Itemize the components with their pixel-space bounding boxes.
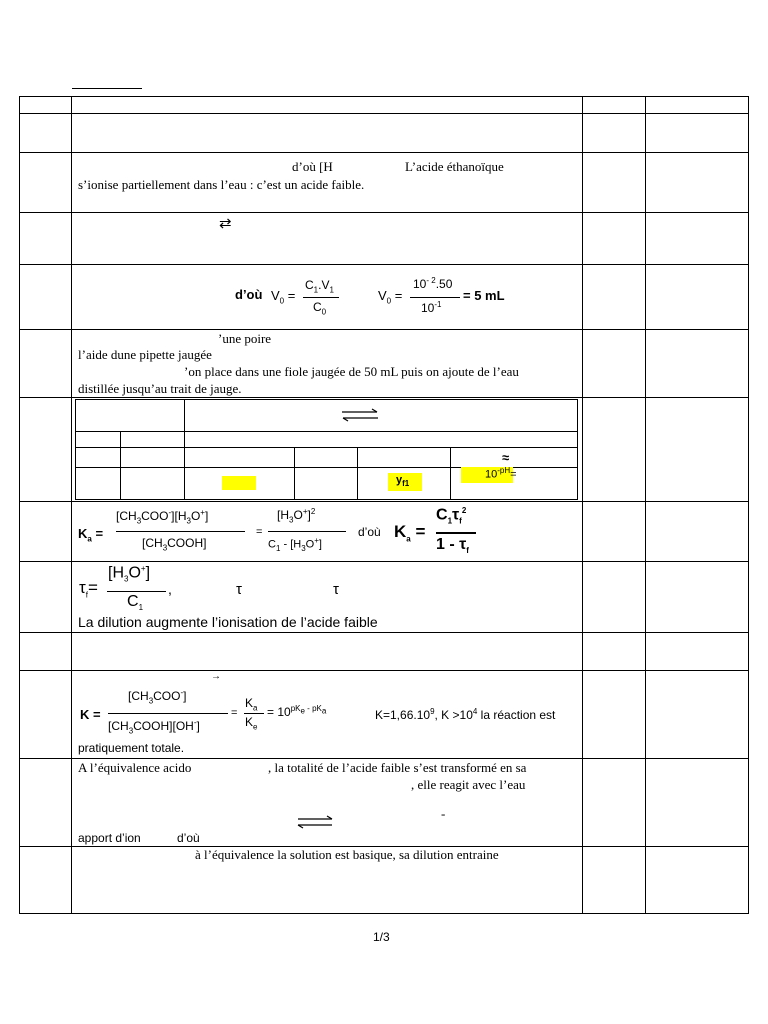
tau-comma: , [168, 581, 172, 597]
approx-icon: ≈ [502, 450, 510, 465]
equilibrium-arrow-icon: ⇄ [219, 215, 232, 232]
q4-den: $C_0$ [313, 300, 327, 317]
table-border-c1 [71, 96, 72, 914]
tau-den: $C_1$ [127, 593, 144, 613]
ka-fraction-bar2 [268, 531, 346, 532]
k-ka: $K_a$ [245, 696, 258, 713]
q2-line2: s’ionise partiellement dans l’eau : c’est un acide faible. [78, 177, 365, 192]
q4-num: $C_1.V_1$ [305, 278, 334, 295]
tau-symbol-2: τ [236, 581, 242, 598]
k-num: $[CH_3COO^-]$ [128, 688, 187, 706]
k-fraction-bar [108, 713, 228, 714]
ka-big-symbol: $K_a$ = [394, 522, 426, 544]
q11-line3-b: d’où [177, 831, 200, 845]
table-border-c3 [645, 96, 646, 914]
k-value: $K=1,66.10^9$, $K >10^4$ la réaction est [375, 707, 556, 722]
q4-result: = 5 mL [463, 288, 505, 303]
header-rule [72, 88, 142, 89]
tau-symbol-3: τ [333, 581, 339, 598]
row-line [19, 501, 749, 502]
row-line [19, 561, 749, 562]
pt-col [184, 399, 185, 500]
q4-den-b: $10^{-1}$ [421, 300, 442, 315]
ka-dou: d’où [358, 525, 381, 539]
q11-line3-a: apport d’ion [78, 831, 141, 845]
q4-fraction-bar [303, 297, 339, 298]
pt-col [450, 447, 451, 500]
q12-line1: à l’équivalence la solution est basique, sa dilution entraine [195, 847, 499, 862]
ka-num2: $[H_3O^+]^2$ [277, 507, 316, 525]
k-conclusion: pratiquement totale. [78, 741, 185, 755]
ka-eq2: = [256, 526, 263, 538]
k-eq2: = [231, 707, 238, 719]
pt-col [120, 431, 121, 500]
ka-denominator: $[CH_3COOH]$ [142, 536, 207, 553]
row-line [19, 758, 749, 759]
pt-col [577, 399, 578, 500]
reaction-double-arrow-icon [340, 407, 380, 423]
q5-line3: ’on place dans une fiole jaugée de 50 mL puis on ajoute de l’eau [184, 364, 519, 379]
q11-line1-b: , la totalité de l’acide faible s’est transformé en sa [268, 760, 527, 775]
table-border-right [748, 96, 749, 914]
ka-numerator: $[CH_3COO^-][H_3O^+]$ [116, 508, 209, 526]
yf1-label: $y_{f1}$ [396, 474, 410, 489]
ka-big-fraction-bar [436, 532, 476, 534]
row-line [19, 670, 749, 671]
row-line [19, 913, 749, 914]
pt-col [357, 447, 358, 500]
row-line [19, 329, 749, 330]
row-line [19, 96, 749, 97]
q11-minus: - [441, 806, 446, 821]
ka-den2: $C_1 - [H_3O^+]$ [268, 536, 322, 553]
highlight-box [222, 476, 256, 490]
k-den: $[CH_3COOH][OH^-]$ [108, 718, 200, 736]
q2-line1-b: L’acide éthanoïque [405, 159, 504, 174]
row-line [19, 152, 749, 153]
k-ke: $K_e$ [245, 715, 258, 732]
ka-fraction-bar [116, 531, 245, 532]
k-arrow-icon: → [211, 671, 221, 682]
pt-line [75, 399, 578, 400]
row-line [19, 212, 749, 213]
k-ka-ke-bar [244, 713, 264, 714]
dilution-conclusion: La dilution augmente l’ionisation de l’acide faible [78, 614, 378, 630]
page-number: 1/3 [373, 930, 390, 944]
q11-line2: , elle reagit avec l’eau [411, 777, 526, 792]
q5-line4: distillée jusqu’au trait de jauge. [78, 381, 242, 396]
q11-double-arrow-icon [296, 815, 334, 829]
pt-line [75, 499, 578, 500]
tau-num: $[H_3O^+]$ [108, 564, 151, 584]
pt-line [75, 447, 578, 448]
q4-v0-b: $V_0$ = [378, 288, 403, 306]
ten-pow-ph: $10^{-pH}=$ [485, 466, 517, 481]
q4-fraction-bar-b [410, 297, 460, 298]
table-border-c2 [582, 96, 583, 914]
q5-line1: ’une poire [218, 331, 272, 346]
tau-symbol: $\tau_f=$ [79, 578, 98, 600]
q4-v0: $V_0$ = [271, 288, 296, 306]
row-line [19, 113, 749, 114]
ka-symbol: $K_a$ = [78, 526, 104, 544]
ka-big-den: $1 - \tau_f$ [436, 536, 469, 556]
k-symbol: K = [80, 707, 101, 722]
q5-line2: l’aide dune pipette jaugée [78, 347, 212, 362]
row-line [19, 632, 749, 633]
tau-fraction-bar [107, 591, 166, 592]
pt-col [294, 447, 295, 500]
table-border-left [19, 96, 20, 914]
q2-line1-a: d’où [H [292, 159, 333, 174]
pt-col [75, 399, 76, 500]
q4-dou: d’où [235, 287, 263, 302]
row-line [19, 264, 749, 265]
row-line [19, 397, 749, 398]
pt-line [75, 431, 578, 432]
ka-big-num: $C_1\tau_f^2$ [436, 506, 467, 526]
k-power: = $10^{pK_e - pK_a}$ [267, 704, 327, 719]
q4-num-b: $10^{- 2}.50$ [413, 276, 453, 291]
q11-line1-a: A l’équivalence acido [78, 760, 192, 775]
